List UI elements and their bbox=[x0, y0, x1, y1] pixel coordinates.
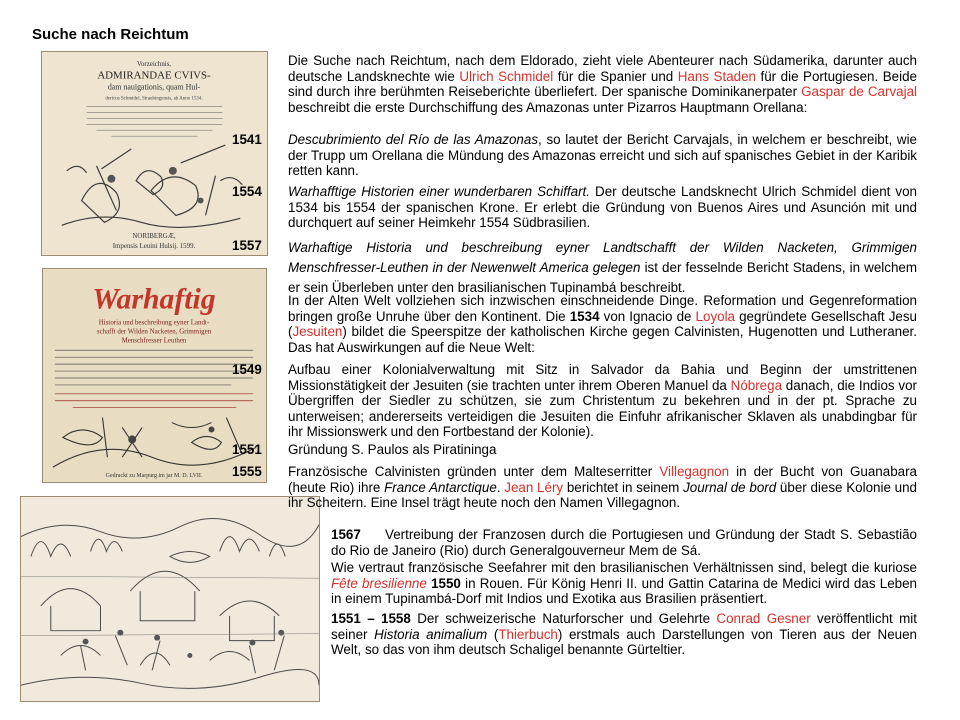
year-1567: 1567 bbox=[331, 527, 361, 542]
entry-1555-text-5: über diese Kolonie und ihr Scheitern. Eine Insel trägt heute noch den Namen Villegagnon. bbox=[288, 479, 918, 511]
book2-line-4: Menschfresser Leuthen bbox=[121, 337, 187, 345]
year-1555: 1555 bbox=[232, 464, 262, 479]
old-world-year: 1534 bbox=[569, 308, 600, 324]
fete-year: 1550 bbox=[431, 575, 461, 591]
link-fete-bresilienne[interactable]: Fête bresilienne bbox=[331, 575, 427, 591]
book1-line-4: dericus Schmidel, Straubingensis, ab Anno 1534. bbox=[105, 96, 203, 102]
entry-1554-text: Der deutsche Landsknecht Ulrich Schmidel dient von 1534 bis 1554 der spanischen Krone. Er erlebt die Gründung von Buenos Aires und Asunción mit und durchquert auf seiner Heimkehr 1554 Südbrasilien. bbox=[288, 184, 917, 231]
entry-1549-text-2: danach, die Indios vor Übergriffen der Siedler zu schützen, sie zum Christentum zu bekehren und in der pt. Sprache zu unterweisen; andererseits verteidigen die Jesuiten die Einfuhr afrikanischer Sklaven als unabdingbar für ihr Missionswerk und den Fortbestand der Kolonie). bbox=[288, 377, 917, 440]
entry-1567-text: Vertreibung der Franzosen durch die Portugiesen und Gründung der Stadt S. Sebastião do Rio de Janeiro (Rio) durch Generalgouverneur Mem de Sá. bbox=[331, 527, 917, 558]
year-1551: 1551 bbox=[232, 442, 262, 457]
year-1557: 1557 bbox=[232, 238, 262, 253]
book2-line-2: Historia und beschreibung eyner Landt- bbox=[98, 319, 210, 327]
link-conrad-gesner[interactable]: Conrad Gesner bbox=[716, 611, 811, 626]
entry-1549-text-1: Aufbau einer Kolonialverwaltung mit Sitz in Salvador da Bahia und Beginn der umstrittenen Missionstätigkeit der Jesuiten (sie trachten unter ihrem Oberen Manuel da bbox=[288, 362, 917, 393]
old-world-text-2: von Ignacio de bbox=[599, 308, 696, 324]
page-title: Suche nach Reichtum bbox=[32, 26, 189, 43]
intro-text-2: für die Spanier und bbox=[553, 68, 678, 84]
intro-text-3: für die Portugiesen. Beide sind durch ihre berühmten Reiseberichte überliefert. Der spanische Dominikanerpater bbox=[288, 68, 917, 100]
gesner-text-3: ( bbox=[487, 626, 499, 642]
entry-1554 bbox=[288, 184, 917, 231]
gesner-historia-animalium: Historia animalium bbox=[374, 626, 488, 642]
book1-line-5: NORIBERGÆ, bbox=[132, 233, 176, 241]
old-world-text-4: ) bildet die Speerspitze der katholischen Kirche gegen Calvinisten, Hugenotten und Lutheraner. Das hat Auswirkungen auf die Neue Welt: bbox=[288, 324, 917, 355]
year-1549: 1549 bbox=[232, 362, 262, 377]
entry-1549 bbox=[288, 362, 917, 440]
entry-1551: Gründung S. Paulos als Piratininga bbox=[288, 442, 497, 457]
book2-line-1: Warhaftig bbox=[92, 283, 216, 316]
intro-paragraph bbox=[288, 53, 917, 115]
book1-line-2: ADMIRANDAE CVIVS- bbox=[97, 69, 211, 82]
gesner-text-4: ) erstmals auch Darstellungen von Tieren aus der Neuen Welt, so das von ihm deutsch Schaligel benannte Gürteltier. bbox=[331, 626, 918, 658]
entry-1555-text-2: in der Bucht von Guanabara (heute Rio) ihre bbox=[288, 464, 917, 495]
link-thierbuch[interactable]: Thierbuch bbox=[498, 626, 558, 642]
year-1541: 1541 bbox=[232, 132, 262, 147]
book1-line-1: Vorzeichnis, bbox=[136, 60, 172, 68]
gesner-years: 1551 – 1558 bbox=[331, 611, 411, 626]
link-villegagnon[interactable]: Villegagnon bbox=[659, 464, 730, 479]
entry-1555-france-antarctique: France Antarctique bbox=[384, 479, 497, 495]
entry-1557 bbox=[288, 238, 917, 298]
entry-1555-journal-de-bord: Journal de bord bbox=[683, 479, 777, 495]
link-ulrich-schmidel[interactable]: Ulrich Schmidel bbox=[459, 68, 554, 84]
entry-1555-text-1: Französische Calvinisten gründen unter dem Malteserritter bbox=[288, 464, 660, 479]
entry-1541-text: , so lautet der Bericht Carvajals, in welchem er beschreibt, wie der Trupp um Orellana die Mündung des Amazonas erreicht und sich auf spanisches Gebiet in der Karibik retten kann. bbox=[288, 132, 917, 179]
entry-1555 bbox=[288, 464, 917, 511]
link-jean-lery[interactable]: Jean Léry bbox=[504, 479, 564, 495]
entry-1541-title: Descubrimiento del Río de las Amazonas bbox=[288, 132, 539, 147]
entry-1555-text-4: berichtet in seinem bbox=[563, 479, 684, 495]
fete-text-2: in Rouen. Für König Henri II. und Gattin Catarina de Medici wird das Leben in einem Tupinambá-Dorf mit Indios und Exotika aus Brasilien präsentiert. bbox=[331, 575, 917, 607]
link-hans-staden[interactable]: Hans Staden bbox=[677, 68, 756, 84]
link-nobrega[interactable]: Nóbrega bbox=[730, 377, 783, 393]
link-loyola[interactable]: Loyola bbox=[695, 308, 736, 324]
old-world-text-1: In der Alten Welt vollziehen sich inzwischen einschneidende Dinge. Reformation und Gegenreformation bringen große Unruhe über den Kontinent. Die bbox=[288, 293, 917, 324]
entry-1557-text: ist der fesselnde Bericht Stadens, in welchem er sein Überleben unter den brasilianischen Tupinambá beschreibt. bbox=[288, 260, 918, 295]
book2-line-3: schafft der Wilden Nacketen, Grimmigen bbox=[96, 328, 212, 336]
gesner-text-2: veröffentlicht mit seiner bbox=[331, 611, 917, 642]
link-gaspar-de-carvajal[interactable]: Gaspar de Carvajal bbox=[801, 84, 917, 100]
entry-1567 bbox=[331, 527, 917, 558]
year-1554: 1554 bbox=[232, 184, 262, 199]
book1-line-6: Impensis Leuini Hulsij. 1599. bbox=[112, 243, 196, 251]
intro-text-4: beschreibt die erste Durchschiffung des Amazonas unter Pizarros Hauptmann Orellana: bbox=[288, 99, 808, 115]
book2-line-5: Gedruckt zu Marpurg im jar M. D. LVII. bbox=[105, 473, 203, 480]
book1-line-3: dam nauigationis, quam Hul- bbox=[107, 82, 201, 92]
intro-text-1: Die Suche nach Reichtum, nach dem Eldorado, zieht viele Abenteurer nach Südamerika, darunter auch deutsche Landsknechte wie bbox=[288, 53, 917, 84]
gesner-paragraph bbox=[331, 611, 917, 658]
fete-bresilienne-paragraph bbox=[331, 560, 917, 607]
woodcut-village-image bbox=[20, 496, 320, 702]
schmidel-title-page-image bbox=[41, 51, 268, 256]
fete-text-1: Wie vertraut französische Seefahrer mit den brasilianischen Verhältnissen sind, belegt die kuriose bbox=[331, 560, 917, 575]
entry-1541 bbox=[288, 132, 917, 179]
gesner-text-1: Der schweizerische Naturforscher und Gelehrte bbox=[410, 611, 717, 626]
entry-1554-title: Warhafftige Historien einer wunderbaren Schiffart. bbox=[288, 184, 590, 199]
old-world-paragraph bbox=[288, 293, 917, 355]
entry-1555-text-3: . bbox=[496, 479, 505, 495]
entry-1557-title: Warhaftige Historia und beschreibung eyner Landtschafft der Wilden Nacketen, Grimmigen Menschfresser-Leuthen in der Newenwelt America gelegen bbox=[288, 240, 917, 275]
link-jesuiten[interactable]: Jesuiten bbox=[292, 324, 343, 340]
old-world-text-3: gegründete Gesellschaft Jesu ( bbox=[288, 308, 918, 340]
